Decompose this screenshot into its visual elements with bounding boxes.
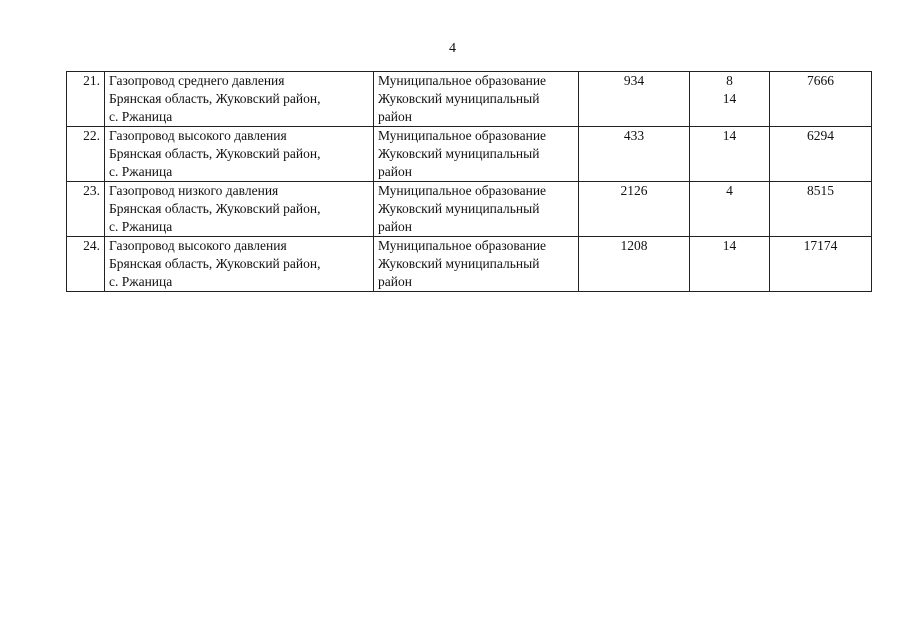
table-row [67,127,872,182]
row-number: 23. [67,182,105,237]
owner-cell [374,237,579,292]
owner-cell [374,182,579,237]
object-name-line: Брянская область, Жуковский район, [109,146,321,161]
object-name-line: Газопровод низкого давления [109,183,279,198]
object-name-line: Брянская область, Жуковский район, [109,91,321,106]
table-row [67,182,872,237]
object-name-line: с. Ржаница [109,219,173,234]
object-name-line: Газопровод высокого давления [109,238,287,253]
diameter-cell [690,237,770,292]
object-name-line: Газопровод среднего давления [109,73,285,88]
value-cell: 17174 [770,237,872,292]
diameter-line: 14 [722,238,737,253]
owner-line: район [378,164,412,179]
owner-line: район [378,219,412,234]
length-cell: 2126 [579,182,690,237]
diameter-line: 4 [726,183,733,198]
object-name-line: с. Ржаница [109,274,173,289]
owner-line: Муниципальное образование [378,183,547,198]
object-name-line: Газопровод высокого давления [109,128,287,143]
diameter-line: 14 [722,128,737,143]
owner-line: Жуковский муниципальный [378,91,540,106]
owner-line: Жуковский муниципальный [378,256,540,271]
diameter-cell [690,72,770,127]
owner-line: Муниципальное образование [378,238,547,253]
owner-line: район [378,274,412,289]
page-number: 4 [449,41,456,56]
owner-cell [374,127,579,182]
object-name-cell [105,237,374,292]
owner-line: Муниципальное образование [378,128,547,143]
row-number: 21. [67,72,105,127]
table-row [67,72,872,127]
value-cell: 7666 [770,72,872,127]
owner-cell [374,72,579,127]
table-row [67,237,872,292]
object-name-line: с. Ржаница [109,109,173,124]
diameter-cell [690,127,770,182]
owner-line: Жуковский муниципальный [378,146,540,161]
length-cell: 1208 [579,237,690,292]
diameter-line: 14 [722,91,737,106]
diameter-cell [690,182,770,237]
object-name-cell [105,72,374,127]
object-name-line: Брянская область, Жуковский район, [109,256,321,271]
owner-line: район [378,109,412,124]
row-number: 24. [67,237,105,292]
diameter-line: 8 [726,73,733,88]
length-cell: 433 [579,127,690,182]
object-name-cell [105,127,374,182]
value-cell: 8515 [770,182,872,237]
registry-table [66,71,872,292]
value-cell: 6294 [770,127,872,182]
object-name-line: Брянская область, Жуковский район, [109,201,321,216]
object-name-cell [105,182,374,237]
owner-line: Жуковский муниципальный [378,201,540,216]
object-name-line: с. Ржаница [109,164,173,179]
row-number: 22. [67,127,105,182]
length-cell: 934 [579,72,690,127]
owner-line: Муниципальное образование [378,73,547,88]
